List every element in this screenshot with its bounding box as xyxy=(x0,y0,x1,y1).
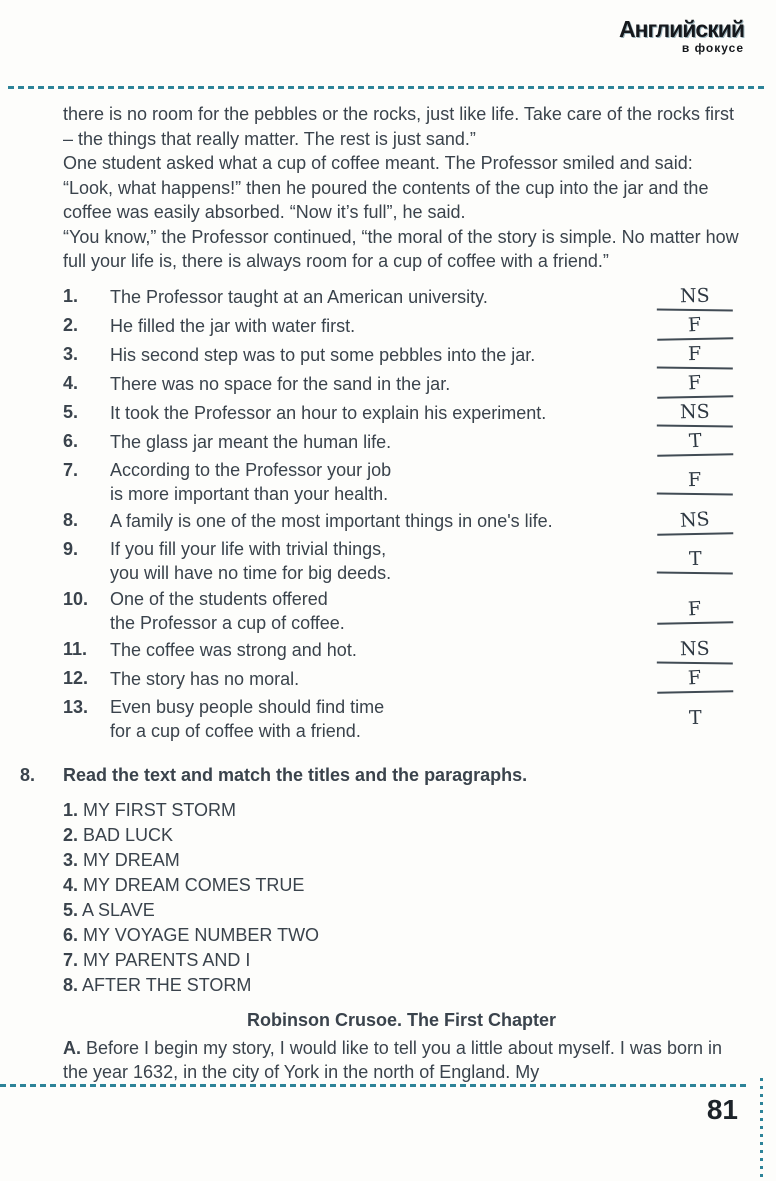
statement-text: It took the Professor an hour to explain his experiment. xyxy=(110,403,547,423)
paragraph-text: Before I begin my story, I would like to tell you a little about myself. I was born in the year 1632, in the city of York in the north of England. My xyxy=(63,1037,722,1082)
answer-blank xyxy=(650,666,740,693)
paragraph-label: A. xyxy=(63,1037,81,1058)
bottom-dashed-rule xyxy=(0,1084,750,1087)
statement-text: The Professor taught at an American university. xyxy=(110,287,488,307)
logo-title: Английский xyxy=(619,16,744,42)
statement-row-11 xyxy=(63,637,740,664)
statement-number: 1. xyxy=(63,285,79,306)
handwritten-answer: T xyxy=(688,429,702,452)
right-dotted-rule xyxy=(760,1078,763,1181)
spotlight-logo xyxy=(619,16,744,55)
statement-text: His second step was to put some pebbles into the jar. xyxy=(110,345,536,365)
statement-text: According to the Professor your job is more important than your health. xyxy=(110,459,392,504)
page-content xyxy=(20,102,740,1085)
statement-number: 8. xyxy=(63,509,79,530)
answer-blank xyxy=(650,597,740,624)
answer-blank xyxy=(650,284,740,311)
intro-paragraph-1: there is no room for the pebbles or the rocks, just like life. Take care of the rocks first – the things that really matter. The rest is just sand.” xyxy=(63,104,734,149)
answer-blank xyxy=(650,371,740,398)
title-text: MY FIRST STORM xyxy=(83,799,237,820)
handwritten-answer: F xyxy=(687,313,703,336)
statement-row-6 xyxy=(63,429,740,456)
statement-row-7 xyxy=(63,458,740,506)
statement-number: 3. xyxy=(63,343,79,364)
statement-row-1 xyxy=(63,284,740,311)
title-item-6 xyxy=(63,923,740,948)
statement-row-5 xyxy=(63,400,740,427)
statement-row-13 xyxy=(63,695,740,743)
answer-blank xyxy=(650,313,740,340)
title-text: BAD LUCK xyxy=(83,824,174,845)
title-number: 1. xyxy=(63,799,79,820)
true-false-statements xyxy=(63,284,740,743)
handwritten-answer: T xyxy=(688,706,702,730)
answer-blank xyxy=(650,429,740,456)
answer-blank xyxy=(650,468,740,495)
statement-row-12 xyxy=(63,666,740,693)
answer-blank xyxy=(650,547,740,574)
statement-text: Even busy people should find time for a cup of coffee with a friend. xyxy=(110,696,385,741)
exercise-number: 8. xyxy=(20,764,36,785)
answer-blank xyxy=(650,637,740,664)
statement-row-8 xyxy=(63,508,740,535)
statement-text: The coffee was strong and hot. xyxy=(110,640,357,660)
title-number: 4. xyxy=(63,874,79,895)
title-item-7 xyxy=(63,948,740,973)
handwritten-answer: F xyxy=(687,666,703,689)
top-dashed-rule xyxy=(8,86,768,89)
title-item-5 xyxy=(63,898,740,923)
exercise-instruction: Read the text and match the titles and the paragraphs. xyxy=(63,764,528,785)
statement-number: 6. xyxy=(63,430,79,451)
title-item-4 xyxy=(63,873,740,898)
statement-number: 9. xyxy=(63,538,79,559)
intro-paragraph-2: One student asked what a cup of coffee meant. The Professor smiled and said: “Look, what happens!” then he poured the contents of the cup into the jar and the coffee was easily absorbed. “Now it’s full”, he said. xyxy=(63,153,709,222)
statement-text: He filled the jar with water first. xyxy=(110,316,356,336)
answer-blank xyxy=(650,342,740,369)
answer-blank xyxy=(650,400,740,427)
handwritten-answer: T xyxy=(688,547,702,571)
paragraph-a xyxy=(63,1036,740,1085)
statement-row-9 xyxy=(63,537,740,585)
statement-number: 11. xyxy=(63,638,88,659)
title-item-1 xyxy=(63,798,740,823)
statement-text: There was no space for the sand in the jar. xyxy=(110,374,451,394)
logo-subtitle: в фокусе xyxy=(681,41,744,55)
title-text: A SLAVE xyxy=(82,899,155,920)
title-text: MY PARENTS AND I xyxy=(83,949,251,970)
title-item-3 xyxy=(63,848,740,873)
statement-number: 2. xyxy=(63,314,79,335)
title-number: 5. xyxy=(63,899,79,920)
statement-number: 13. xyxy=(63,696,89,717)
handwritten-answer: F xyxy=(687,371,703,394)
title-text: MY DREAM COMES TRUE xyxy=(83,874,305,895)
handwritten-answer: F xyxy=(687,597,703,621)
title-text: MY DREAM xyxy=(83,849,180,870)
handwritten-answer: NS xyxy=(679,284,711,307)
statement-number: 10. xyxy=(63,588,89,609)
chapter-heading: Robinson Crusoe. The First Chapter xyxy=(246,1009,557,1030)
title-number: 3. xyxy=(63,849,79,870)
title-number: 8. xyxy=(63,974,79,995)
answer-blank xyxy=(650,508,740,535)
statement-number: 5. xyxy=(63,401,79,422)
page-number: 81 xyxy=(706,1094,738,1125)
handwritten-answer: F xyxy=(688,468,702,492)
exercise-8-heading xyxy=(20,765,740,786)
intro-text xyxy=(63,102,740,274)
handwritten-answer: NS xyxy=(679,507,711,532)
statement-text: A family is one of the most important things in one's life. xyxy=(110,511,553,531)
title-number: 2. xyxy=(63,824,79,845)
statement-number: 7. xyxy=(63,459,79,480)
statement-text: One of the students offered the Professor a cup of coffee. xyxy=(110,588,345,633)
title-number: 6. xyxy=(63,924,79,945)
titles-list xyxy=(63,798,740,998)
title-text: AFTER THE STORM xyxy=(82,974,252,995)
statement-row-10 xyxy=(63,587,740,635)
statement-number: 4. xyxy=(63,372,79,393)
title-item-8 xyxy=(63,973,740,998)
answer-blank xyxy=(650,706,740,731)
statement-text: The glass jar meant the human life. xyxy=(110,432,392,452)
handwritten-answer: NS xyxy=(679,637,711,660)
title-number: 7. xyxy=(63,949,79,970)
statement-row-3 xyxy=(63,342,740,369)
statement-number: 12. xyxy=(63,667,89,688)
statement-row-2 xyxy=(63,313,740,340)
handwritten-answer: NS xyxy=(679,400,711,423)
statement-text: The story has no moral. xyxy=(110,669,300,689)
title-text: MY VOYAGE NUMBER TWO xyxy=(83,924,320,945)
statement-row-4 xyxy=(63,371,740,398)
statement-text: If you fill your life with trivial things, you will have no time for big deeds. xyxy=(110,538,392,583)
title-item-2 xyxy=(63,823,740,848)
handwritten-answer: F xyxy=(688,342,702,365)
intro-paragraph-3: “You know,” the Professor continued, “the moral of the story is simple. No matter how full your life is, there is always room for a cup of coffee with a friend.” xyxy=(63,226,739,271)
